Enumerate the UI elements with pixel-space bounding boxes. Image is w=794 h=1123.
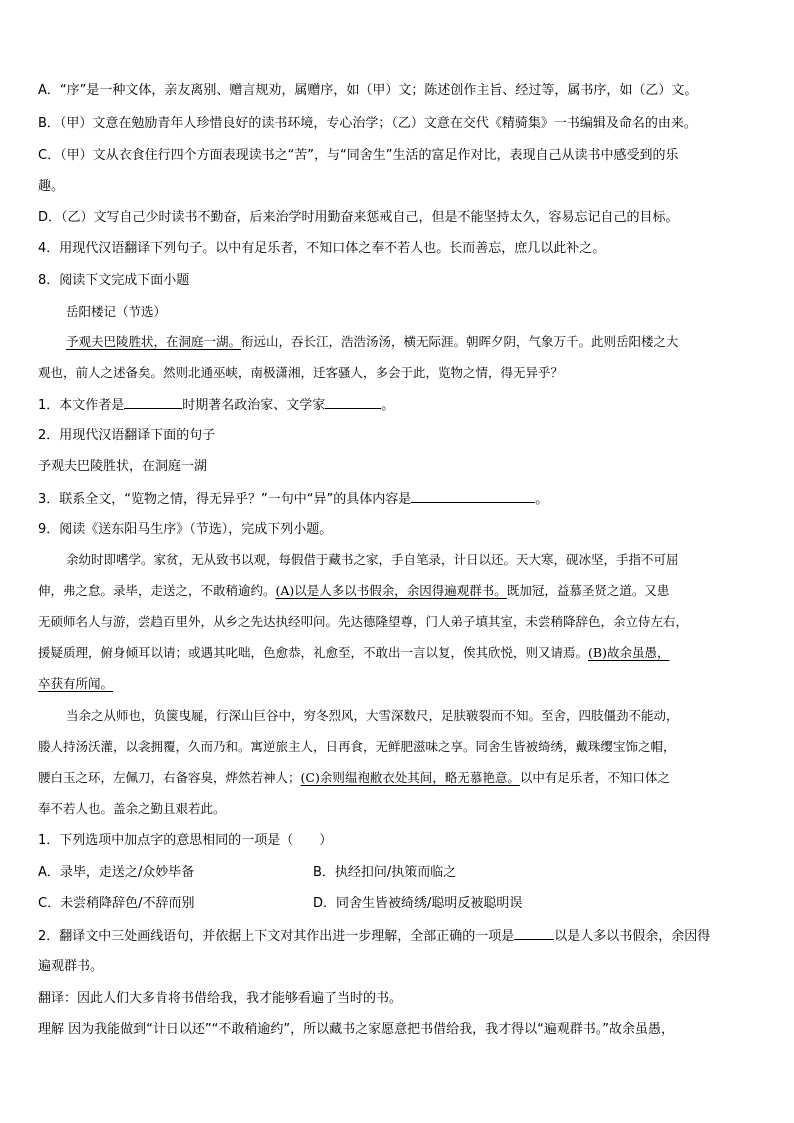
question-text: 时期著名政治家、文学家: [182, 398, 326, 413]
answer-blank[interactable]: [124, 396, 182, 409]
underlined-sentence-b: (B)故余虽愚，: [588, 645, 670, 660]
question-8-2: 2．用现代汉语翻译下面的句子: [38, 428, 216, 443]
understanding-line: 理解 因为我能做到“计日以还”“不敢稍逾约”，所以藏书之家愿意把书借给我，我才得以“遍观群书。”故余虽愚，: [38, 1022, 675, 1037]
question-9-2: [38, 927, 756, 946]
option-a: A．“序”是一种文体，亲友离别、赠言规劝，属赠序，如（甲）文；陈述创作主旨、经过等，属书序，如（乙）文。: [38, 83, 698, 98]
section-8-heading: 8．阅读下文完成下面小题: [38, 273, 190, 288]
translation-sentence: 予观夫巴陵胜状，在洞庭一湖: [38, 459, 208, 474]
question-9-2-cont: 遍观群书。: [38, 959, 104, 974]
question-4: 4．用现代汉语翻译下列句子。以中有足乐者，不知口体之奉不若人也。长而善忘，庶几以此补之。: [38, 241, 606, 256]
passage-line: [38, 675, 756, 693]
question-text: 3．联系全文，“览物之情，得无异乎？”一句中“异”的具体内容是: [38, 492, 412, 507]
passage-line: [38, 582, 756, 600]
section-9-heading: 9．阅读《送东阳马生序》（节选），完成下列小题。: [38, 522, 333, 537]
answer-blank[interactable]: [411, 490, 535, 503]
question-text: 以是人多以书假余，余因得: [554, 929, 711, 944]
underlined-sentence-c: (C)余则缊袍敝衣处其间，略无慕艳意。: [300, 770, 520, 785]
question-9-1: 1．下列选项中加点字的意思相同的一项是（ ）: [38, 833, 333, 848]
passage-line: 余幼时即嗜学。家贫，无从致书以观，每假借于藏书之家，手自笔录，计日以还。天大寒，砚冰坚，手指不可屈: [66, 552, 679, 567]
passage-title: 岳阳楼记（节选）: [66, 304, 167, 319]
passage-text: 既加冠，益慕圣贤之道。又患: [506, 583, 670, 598]
passage-text: 援疑质理，俯身倾耳以请；或遇其叱咄，色愈恭，礼愈至，不敢出一言以复，俟其欣悦，则又请焉。: [38, 645, 589, 660]
answer-blank[interactable]: [325, 396, 381, 409]
choice-b[interactable]: B．执经扣问/执策而临之: [313, 865, 457, 880]
option-c: C．（甲）文从衣食住行四个方面表现读书之“苦”，与“同舍生”生活的富足作对比，表现自己从读书中感受到的乐: [38, 148, 679, 163]
question-8-3: [38, 490, 756, 509]
underlined-sentence: 予观夫巴陵胜状，在洞庭一湖。: [66, 334, 242, 349]
passage-line: 无硕师名人与游，尝趋百里外，从乡之先达执经叩问。先达德隆望尊，门人弟子填其室，未尝稍降辞色，余立侍左右，: [38, 614, 689, 629]
underlined-sentence-b-cont: 卒获有所闻。: [38, 676, 114, 691]
question-text: 。: [381, 398, 395, 413]
choice-a[interactable]: A．录毕，走送之/众妙毕备: [38, 865, 195, 880]
question-text: 2．翻译文中三处画线语句，并依据上下文对其作出进一步理解，全部正确的一项是: [38, 929, 515, 944]
passage-line: 观也，前人之述备矣。然则北通巫峡，南极潇湘，迁客骚人，多会于此，览物之情，得无异乎？: [38, 365, 564, 380]
passage-line: 当余之从师也，负箧曳屣，行深山巨谷中，穷冬烈风，大雪深数尺，足肤皲裂而不知。至舍，四肢僵劲不能动，: [66, 708, 679, 723]
option-c-cont: 趣。: [38, 179, 65, 194]
passage-text: 伸，弗之怠。录毕，走送之，不敢稍逾约。: [38, 583, 276, 598]
question-text: 。: [535, 492, 549, 507]
choice-row: [38, 895, 756, 913]
passage-line: 奉不若人也。盖余之勤且艰若此。: [38, 801, 226, 816]
passage-text: 腰白玉之环，左佩刀，右备容臭，烨然若神人；: [38, 770, 301, 785]
passage-line: [38, 644, 756, 662]
question-text: 1．本文作者是: [38, 398, 125, 413]
choice-row: [38, 864, 756, 882]
passage-text: 以中有足乐者，不知口体之: [519, 770, 670, 785]
choice-d[interactable]: D．同舍生皆被绮绣/聪明反被聪明误: [313, 896, 523, 911]
choice-c[interactable]: C．未尝稍降辞色/不辞而别: [38, 896, 195, 911]
translation-line: 翻译：因此人们大多肯将书借给我，我才能够看遍了当时的书。: [38, 991, 403, 1006]
answer-blank[interactable]: [514, 927, 554, 940]
question-8-1: [38, 396, 756, 415]
option-d: D．（乙）文写自己少时读书不勤奋，后来治学时用勤奋来惩戒自己，但是不能坚持太久，容易忘记自己的目标。: [38, 210, 679, 225]
passage-text: 衔远山，吞长江，浩浩汤汤，横无际涯。朝晖夕阴，气象万千。此则岳阳楼之大: [241, 334, 679, 349]
underlined-sentence-a: (A)以是人多以书假余，余因得遍观群书。: [275, 583, 507, 598]
passage-line: [38, 769, 756, 787]
passage-line: 媵人持汤沃灌，以衾拥覆，久而乃和。寓逆旅主人，日再食，无鲜肥滋味之享。同舍生皆被绮绣，戴珠缨宝饰之帽，: [38, 739, 676, 754]
option-b: B．（甲）文意在勉励青年人珍惜良好的读书环境，专心治学；（乙）文意在交代《精骑集》一书编辑及命名的由来。: [38, 116, 697, 131]
passage-line: [66, 333, 756, 351]
